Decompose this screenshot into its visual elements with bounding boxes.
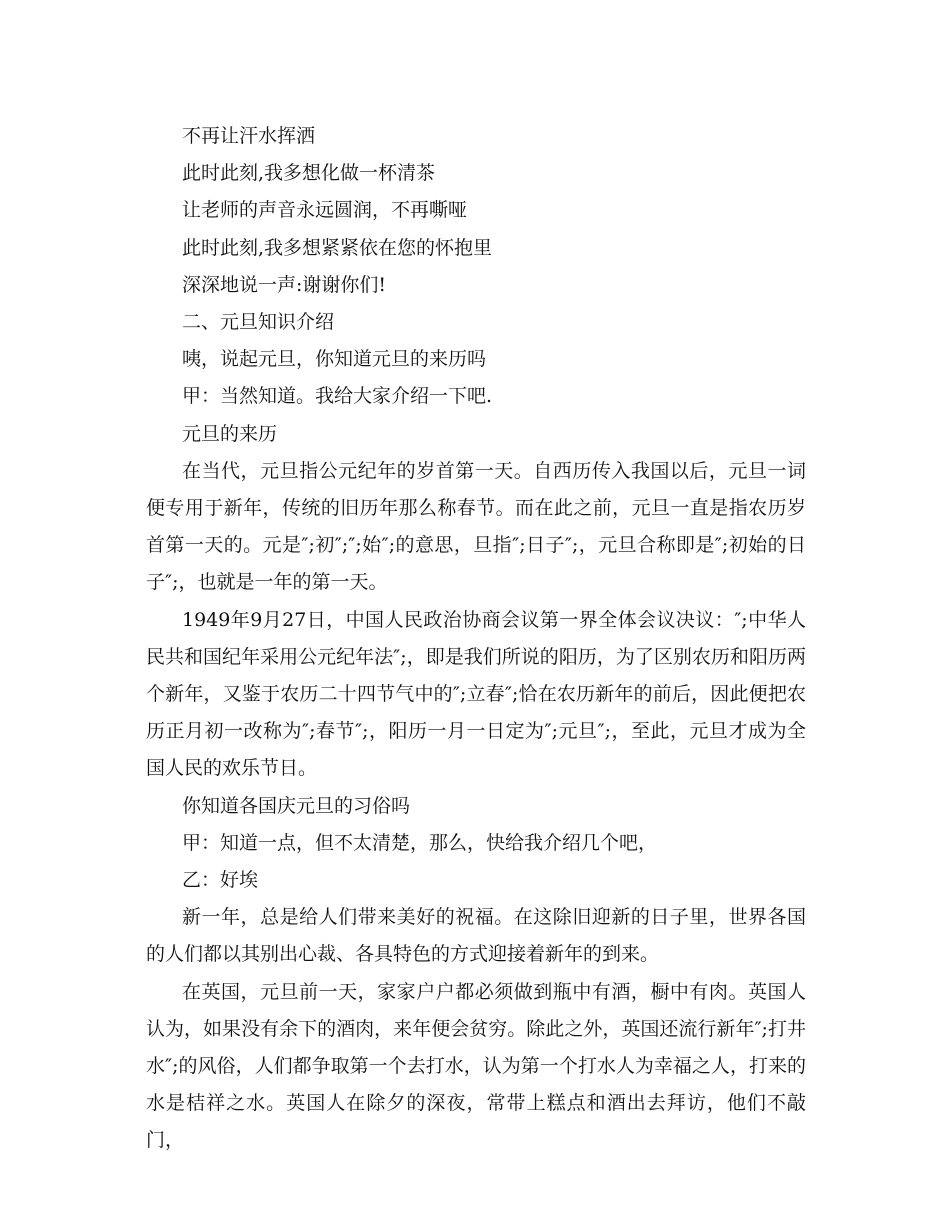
dialogue-line: 乙：好埃 <box>182 869 259 892</box>
document-body <box>146 118 806 1160</box>
paragraph-england: 在英国，元旦前一天，家家户户都必须做到瓶中有酒，橱中有肉。英国人认为，如果没有余下的酒肉，来年便会贫穷。除此之外，英国还流行新年″;打井水″;的风俗，人们都争取第一个去打水，认为第一个打水人为幸福之人，打来的水是桔祥之水。英国人在除夕的深夜，常带上糕点和酒出去拜访，他们不敲门， <box>146 980 806 1152</box>
subheading: 元旦的来历 <box>182 422 278 445</box>
dialogue-line: 甲：当然知道。我给大家介绍一下吧. <box>182 385 493 408</box>
paragraph-history: 1949年9月27日，中国人民政治协商会议第一界全体会议决议：″;中华人民共和国纪年采用公元纪年法″;，即是我们所说的阳历，为了区别农历和阳历两个新年，又鉴于农历二十四节气中的″;立春″;恰在农历新年的前后，因此便把农历正月初一改称为″;春节″;，阳历一月一日定为″;元旦″;，至此，元旦才成为全国人民的欢乐节日。 <box>146 608 806 780</box>
poem-line: 深深地说一声:谢谢你们! <box>182 273 387 296</box>
dialogue-line: 甲：知道一点，但不太清楚，那么，快给我介绍几个吧， <box>182 831 658 854</box>
dialogue-line: 你知道各国庆元旦的习俗吗 <box>182 794 411 817</box>
paragraph-origin: 在当代，元旦指公元纪年的岁首第一天。自西历传入我国以后，元旦一词便专用于新年，传统的旧历年那么称春节。而在此之前，元旦一直是指农历岁首第一天的。元是″;初″;″;始″;的意思，旦指″;日子″;，元旦合称即是″;初始的日子″;，也就是一年的第一天。 <box>146 459 806 594</box>
poem-line: 此时此刻,我多想紧紧依在您的怀抱里 <box>182 236 493 259</box>
paragraph-new-year: 新一年，总是给人们带来美好的祝福。在这除旧迎新的日子里，世界各国的人们都以其别出心裁、各具特色的方式迎接着新年的到来。 <box>146 906 806 966</box>
poem-line: 让老师的声音永远圆润，不再嘶哑 <box>182 199 468 222</box>
section-heading: 二、元旦知识介绍 <box>182 311 335 334</box>
poem-line: 不再让汗水挥洒 <box>182 125 316 147</box>
poem-line: 此时此刻,我多想化做一杯清茶 <box>182 162 436 185</box>
dialogue-line: 咦，说起元旦，你知道元旦的来历吗 <box>182 348 487 371</box>
